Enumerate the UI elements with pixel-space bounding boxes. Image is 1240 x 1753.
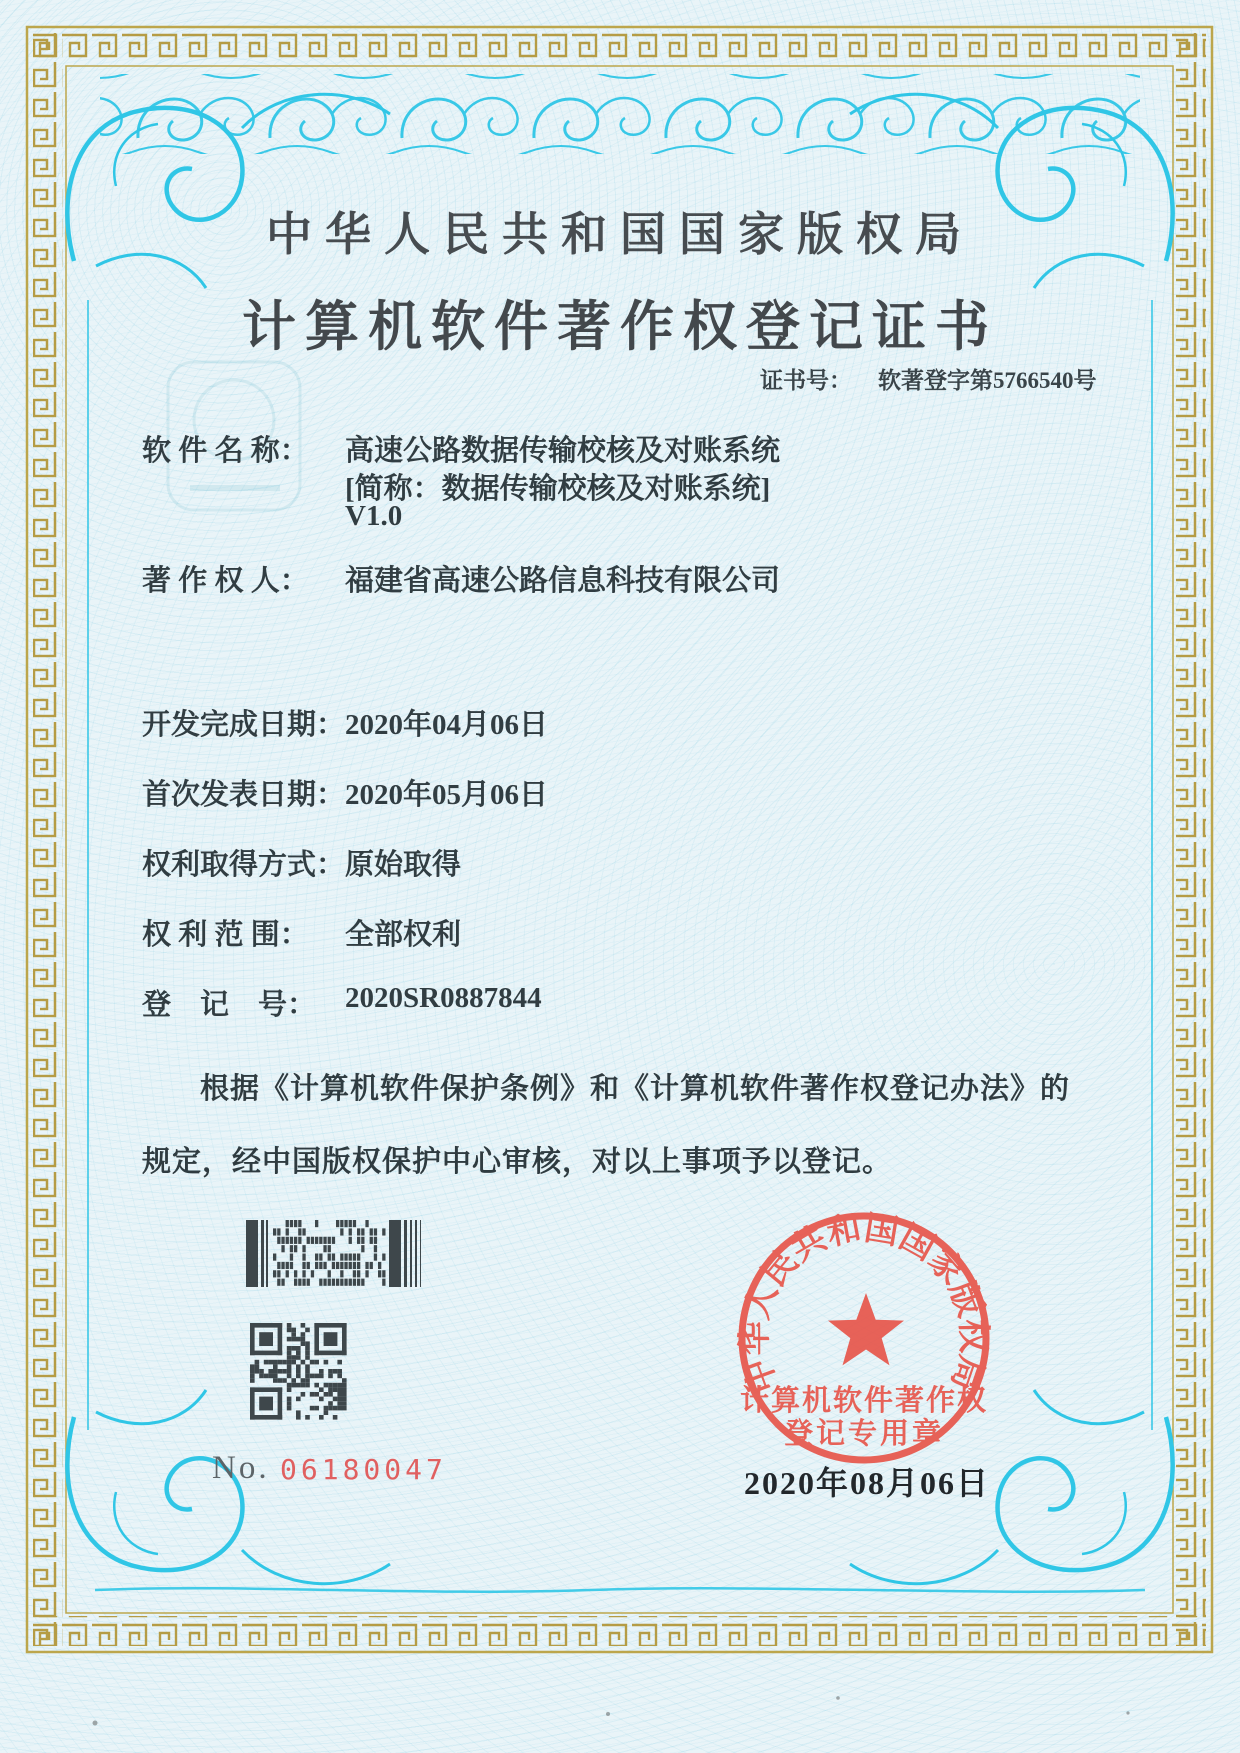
field-label: 权 利 范 围： [142, 919, 309, 951]
gold-meander-border [27, 27, 1212, 1652]
field-label: 登 记 号： [142, 989, 317, 1021]
qr-code [250, 1323, 347, 1420]
scan-specks [93, 1696, 1130, 1725]
pdf417-barcode [246, 1220, 421, 1287]
field-value: [简称：数据传输校核及对账系统] [345, 473, 771, 505]
field-label: 首次发表日期： [142, 779, 346, 811]
field-value: 2020年04月06日 [345, 709, 549, 741]
field-value: 原始取得 [345, 849, 462, 881]
certificate-number-label: 证书号： [760, 368, 852, 393]
certificate-number-value: 软著登字第5766540号 [878, 368, 1097, 393]
star-icon [828, 1293, 904, 1365]
field-value: V1.0 [345, 500, 403, 532]
statement-line-2: 规定，经中国版权保护中心审核，对以上事项予以登记。 [142, 1146, 893, 1178]
serial-number-value: 06180047 [280, 1453, 447, 1486]
field-label: 软 件 名 称： [142, 435, 309, 467]
authority-title: 中华人民共和国国家版权局 [266, 209, 974, 260]
field-value: 2020年05月06日 [345, 779, 549, 811]
issue-date: 2020年08月06日 [744, 1465, 991, 1501]
serial-number-label: No. [212, 1450, 270, 1486]
seal-arc-text: 中华人民共和国国家版权局 [736, 1209, 992, 1398]
field-label: 开发完成日期： [142, 709, 346, 741]
field-value: 福建省高速公路信息科技有限公司 [345, 565, 781, 597]
official-seal [736, 1209, 992, 1460]
statement-line-1: 根据《计算机软件保护条例》和《计算机软件著作权登记办法》的 [200, 1073, 1071, 1105]
seal-text-line2: 登记专用章 [783, 1418, 945, 1450]
field-label: 权利取得方式： [142, 849, 346, 881]
field-value: 2020SR0887844 [345, 982, 542, 1014]
field-label: 著 作 权 人： [142, 565, 309, 597]
field-value: 全部权利 [345, 919, 462, 951]
field-value: 高速公路数据传输校核及对账系统 [345, 435, 781, 467]
certificate-number-line [760, 362, 1097, 395]
seal-text-line1: 计算机软件著作权 [739, 1385, 989, 1417]
certificate-title: 计算机软件著作权登记证书 [242, 297, 998, 357]
